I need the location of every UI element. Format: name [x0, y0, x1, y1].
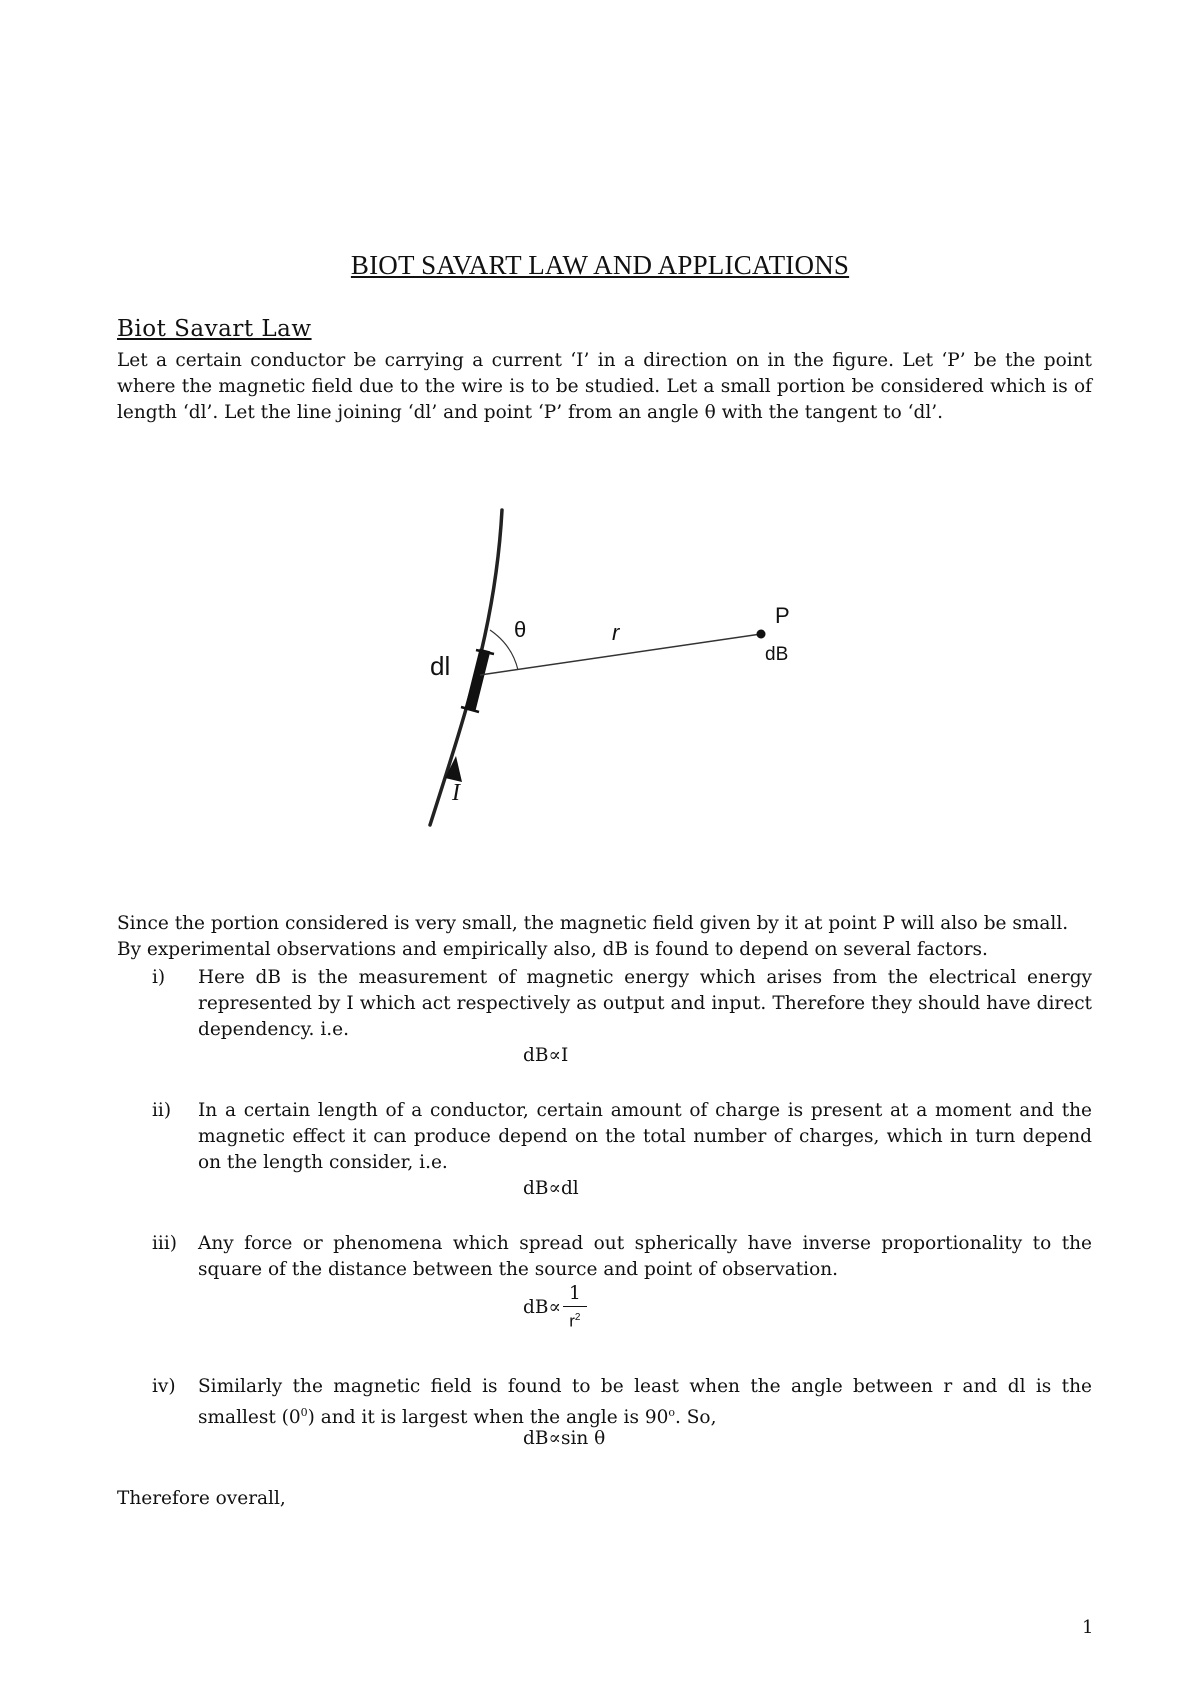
list-item-text — [198, 1374, 1092, 1431]
formula: dB∝dl — [523, 1178, 579, 1199]
label-current: I — [452, 780, 460, 806]
superscript: 0 — [300, 1406, 308, 1419]
label-theta: θ — [514, 617, 527, 642]
formula-inverse-square — [523, 1283, 587, 1333]
page-number: 1 — [1082, 1617, 1094, 1638]
biot-savart-figure — [390, 500, 850, 850]
label-db: dB — [765, 644, 789, 665]
dl-element — [470, 650, 485, 710]
formula: dB∝I — [523, 1045, 569, 1066]
superscript: o — [668, 1406, 675, 1419]
point-p-dot — [757, 630, 766, 639]
item-text-part: Similarly the magnetic field is found to be least when the angle between r and dl is the smallest (0 — [198, 1376, 1092, 1429]
list-item-text: In a certain length of a conductor, certain amount of charge is present at a moment and the magnetic effect it can produce depend on the total number of charges, which in turn depend on the length consider, i.e. — [198, 1100, 1092, 1173]
denominator-exponent: 2 — [574, 1312, 581, 1323]
fraction — [563, 1283, 587, 1333]
list-item-text: Any force or phenomena which spread out spherically have inverse proportionality to the square of the distance between the source and point of observation. — [198, 1233, 1092, 1280]
closing-line: Therefore overall, — [117, 1488, 286, 1509]
formula: dB∝sin θ — [523, 1428, 606, 1449]
fraction-numerator: 1 — [563, 1283, 587, 1307]
denominator-base: r — [569, 1311, 575, 1331]
since-paragraph: Since the portion considered is very small, the magnetic field given by it at point P will also be small. By experimental observations and empirically also, dB is found to depend on several factors. — [117, 913, 1069, 960]
section-heading: Biot Savart Law — [117, 316, 312, 342]
item-text-part: . So, — [675, 1407, 717, 1429]
document-title: BIOT SAVART LAW AND APPLICATIONS — [350, 250, 850, 280]
list-marker: iv) — [152, 1376, 176, 1397]
intro-paragraph: Let a certain conductor be carrying a current ‘I’ in a direction on in the figure. Let ‘P’ be the point where the magnetic field due to the wire is to be studied. Let a small portion be considered which is of length ‘dl’. Let the line joining ‘dl’ and point ‘P’ from an angle θ with the tangent to ‘dl’. — [117, 350, 1092, 423]
label-dl: dl — [430, 651, 451, 681]
list-item-text: Here dB is the measurement of magnetic energy which arises from the electrical energy represented by I which act respectively as output and input. Therefore they should have direct dependency. i.e. — [198, 967, 1092, 1040]
label-r: r — [612, 620, 620, 645]
fraction-denominator — [563, 1307, 587, 1333]
list-marker: iii) — [152, 1233, 177, 1254]
list-marker: ii) — [152, 1100, 172, 1121]
formula-prefix: dB∝ — [523, 1296, 561, 1318]
item-text-part: ) and it is largest when the angle is 90 — [307, 1407, 669, 1429]
label-p: P — [775, 603, 790, 628]
list-marker: i) — [152, 967, 166, 988]
